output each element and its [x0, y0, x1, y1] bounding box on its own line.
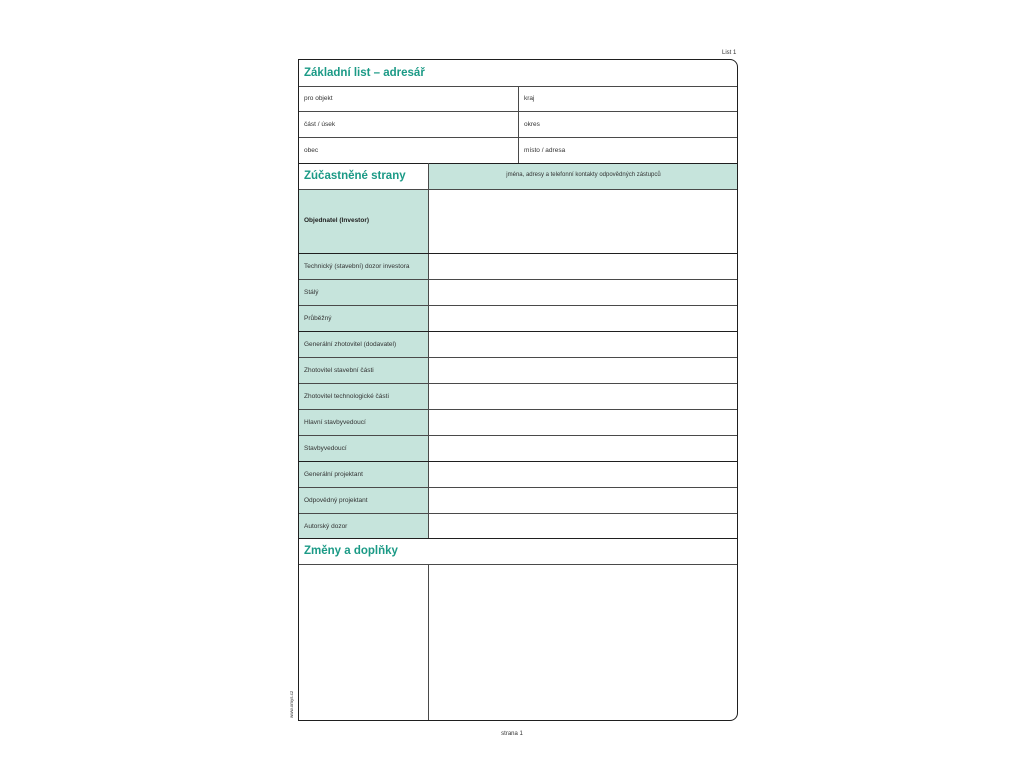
row-label-site-manager: Stavbyvedoucí — [304, 445, 347, 452]
section-divider — [299, 538, 737, 539]
section-title-changes: Změny a doplňky — [304, 545, 398, 557]
section-title-address: Základní list – adresář — [304, 67, 425, 79]
row-label-technology-contractor: Zhotovitel technologické části — [304, 393, 389, 400]
divider — [299, 435, 737, 436]
group-divider — [299, 461, 737, 462]
column-divider — [428, 163, 429, 538]
group-divider — [299, 253, 737, 254]
field-label-region: kraj — [524, 95, 535, 102]
side-mark: www.omys.cz — [289, 690, 294, 718]
divider — [299, 383, 737, 384]
divider — [299, 111, 737, 112]
row-label-ongoing: Průběžný — [304, 315, 332, 322]
label-column-fill — [299, 189, 428, 538]
field-label-municipality: obec — [304, 147, 319, 154]
field-label-section: část / úsek — [304, 121, 336, 128]
divider — [299, 487, 737, 488]
column-divider — [518, 86, 519, 163]
section-title-parties: Zúčastněné strany — [304, 170, 406, 182]
field-label-place: místo / adresa — [524, 147, 566, 154]
sheet-label: List 1 — [722, 50, 737, 56]
group-divider — [299, 331, 737, 332]
page-footer: strana 1 — [501, 731, 523, 737]
form-sheet — [298, 59, 738, 721]
divider — [299, 189, 737, 190]
field-label-district: okres — [524, 121, 540, 128]
column-header-contacts: jména, adresy a telefonní kontakty odpovědných zástupců — [506, 172, 661, 178]
row-label-general-contractor: Generální zhotovitel (dodavatel) — [304, 341, 397, 348]
field-label-object: pro objekt — [304, 95, 333, 102]
row-label-author-supervision: Autorský dozor — [304, 523, 348, 530]
row-label-general-designer: Generální projektant — [304, 471, 363, 478]
row-label-chief-site-manager: Hlavní stavbyvedoucí — [304, 419, 366, 426]
row-label-investor: Objednatel (Investor) — [304, 217, 370, 224]
divider — [299, 357, 737, 358]
divider — [299, 564, 737, 565]
divider — [299, 137, 737, 138]
divider — [299, 513, 737, 514]
divider — [299, 409, 737, 410]
column-divider — [428, 564, 429, 721]
row-label-construction-contractor: Zhotovitel stavební části — [304, 367, 374, 374]
row-label-permanent: Stálý — [304, 289, 319, 296]
row-label-responsible-designer: Odpovědný projektant — [304, 497, 368, 504]
divider — [299, 279, 737, 280]
divider — [299, 305, 737, 306]
row-label-technical-supervision: Technický (stavební) dozor investora — [304, 263, 410, 270]
